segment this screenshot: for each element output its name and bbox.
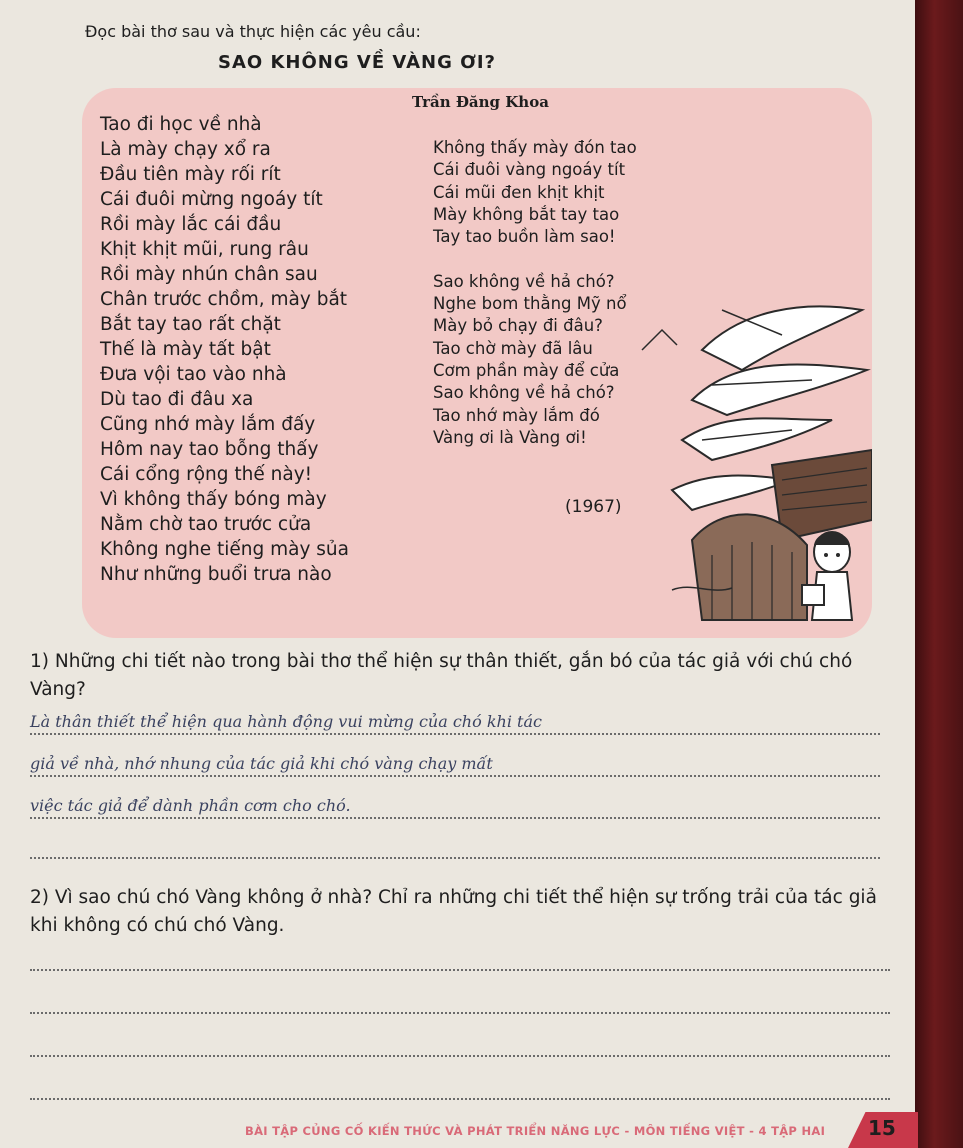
page-edge-background: [915, 0, 963, 1148]
poem-line: Dù tao đi đâu xa: [100, 389, 254, 410]
poem-line: Sao không về hả chó?: [433, 271, 615, 291]
poem-line: Cũng nhớ mày lắm đấy: [100, 414, 316, 435]
poem-line: Nằm chờ tao trước cửa: [100, 514, 312, 535]
poem-line: Tao nhớ mày lắm đó: [433, 405, 600, 425]
poem-line: Cái cổng rộng thế này!: [100, 464, 313, 485]
poem-right-column: [433, 137, 637, 449]
poem-line: Như những buổi trưa nào: [100, 564, 332, 585]
poem-line: Mày không bắt tay tao: [433, 204, 620, 224]
poem-line: Không nghe tiếng mày sủa: [100, 539, 349, 560]
house-and-boy-illustration: [632, 290, 872, 630]
poem-line: Rồi mày nhún chân sau: [100, 264, 318, 285]
poem-author: Trần Đăng Khoa: [412, 93, 549, 111]
poem-line: Cái đuôi vàng ngoáy tít: [433, 160, 626, 180]
poem-line: Cái đuôi mừng ngoáy tít: [100, 189, 323, 210]
handwritten-answer-line: việc tác giả để dành phần cơm cho chó.: [30, 796, 351, 815]
question-2: 2) Vì sao chú chó Vàng không ở nhà? Chỉ ra những chi tiết thể hiện sự trống trải của tác giả khi không có chú chó Vàng.: [30, 887, 877, 936]
poem-line: Rồi mày lắc cái đầu: [100, 214, 282, 235]
poem-line: Khịt khịt mũi, rung râu: [100, 239, 309, 260]
poem-line: Sao không về hả chó?: [433, 383, 615, 403]
poem-line: Tao chờ mày đã lâu: [433, 338, 593, 358]
poem-title: SAO KHÔNG VỀ VÀNG ƠI?: [218, 52, 496, 73]
answer-line: [30, 733, 880, 735]
poem-line: Tao đi học về nhà: [100, 114, 262, 135]
poem-left-column: [100, 112, 349, 587]
poem-line: Đưa vội tao vào nhà: [100, 364, 287, 385]
poem-line: Chân trước chồm, mày bắt: [100, 289, 348, 310]
poem-line: Là mày chạy xổ ra: [100, 139, 271, 160]
answer-line: [30, 1098, 890, 1100]
poem-line: Không thấy mày đón tao: [433, 138, 637, 157]
poem-line: Đầu tiên mày rối rít: [100, 164, 281, 185]
answer-line: [30, 1012, 890, 1014]
answer-line: [30, 817, 880, 819]
poem-line: Vàng ơi là Vàng ơi!: [433, 427, 587, 447]
poem-year: (1967): [565, 497, 622, 517]
answer-line: [30, 857, 880, 859]
answer-line: [30, 969, 890, 971]
answer-line: [30, 1055, 890, 1057]
poem-line: Cái mũi đen khịt khịt: [433, 182, 605, 202]
footer-text: BÀI TẬP CỦNG CỐ KIẾN THỨC VÀ PHÁT TRIỂN NĂNG LỰC - MÔN TIẾNG VIỆT - 4 TẬP HAI: [245, 1124, 826, 1138]
poem-line: Bắt tay tao rất chặt: [100, 314, 281, 335]
poem-line: Nghe bom thằng Mỹ nổ: [433, 294, 627, 314]
boy-illustration: [802, 532, 852, 620]
poem-line: Vì không thấy bóng mày: [100, 489, 327, 510]
poem-line: Tay tao buồn làm sao!: [433, 227, 616, 247]
answer-line: [30, 775, 880, 777]
question-1: 1) Những chi tiết nào trong bài thơ thể hiện sự thân thiết, gắn bó của tác giả với chú chó Vàng?: [30, 651, 853, 700]
poem-line: Cơm phần mày để cửa: [433, 360, 620, 380]
instruction-text: Đọc bài thơ sau và thực hiện các yêu cầu:: [85, 22, 421, 41]
page-number: 15: [868, 1116, 896, 1140]
poem-line: Mày bỏ chạy đi đâu?: [433, 316, 603, 336]
poem-line: Hôm nay tao bỗng thấy: [100, 439, 319, 460]
stanza-gap: [433, 248, 637, 270]
handwritten-answer-line: giả về nhà, nhớ nhung của tác giả khi chó vàng chạy mất: [30, 754, 493, 773]
poem-line: Thế là mày tất bật: [100, 339, 271, 360]
handwritten-answer-line: Là thân thiết thể hiện qua hành động vui mừng của chó khi tác: [30, 712, 542, 731]
